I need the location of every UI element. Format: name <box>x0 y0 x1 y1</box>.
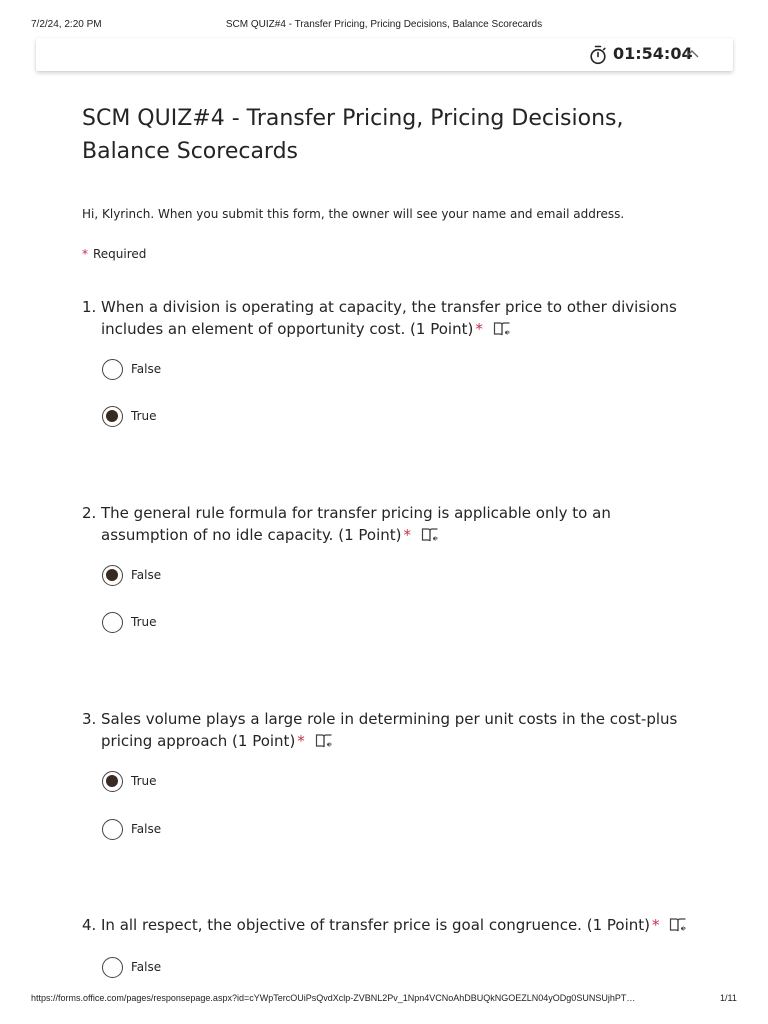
radio-button-selected[interactable] <box>102 406 123 427</box>
required-star: * <box>82 247 88 261</box>
radio-button-selected[interactable] <box>102 565 123 586</box>
option-label: True <box>131 409 157 423</box>
question-text <box>82 296 692 340</box>
option-false[interactable] <box>102 957 302 979</box>
option-label: False <box>131 362 162 376</box>
option-false[interactable] <box>102 359 302 381</box>
question-2 <box>82 502 692 629</box>
timer-bar <box>36 38 733 71</box>
option-label: False <box>131 568 162 582</box>
print-page-title: SCM QUIZ#4 - Transfer Pricing, Pricing Decisions, Balance Scorecards <box>225 19 543 30</box>
option-true[interactable] <box>102 406 302 428</box>
radio-button[interactable] <box>102 819 123 840</box>
question-prompt: Sales volume plays a large role in determining per unit costs in the cost-plus pricing approach (1 Point) <box>101 710 678 750</box>
page-url: https://forms.office.com/pages/responsepage.aspx?id=cYWpTercOUiPsQvdXclp-ZVBNL2Pv_1Npn4VCNoAhDBUQkNGOEZLN04yODg0SUNSUjhPT… <box>31 993 636 1003</box>
question-text <box>82 708 692 752</box>
option-label: False <box>131 960 162 974</box>
stopwatch-icon <box>589 45 607 65</box>
radio-button-selected[interactable] <box>102 771 123 792</box>
question-text <box>82 914 692 936</box>
option-label: True <box>131 774 157 788</box>
required-legend <box>82 246 146 262</box>
identity-notice: Hi, Klyrinch. When you submit this form, the owner will see your name and email address. <box>82 207 625 221</box>
option-false[interactable] <box>102 819 302 841</box>
required-star: * <box>651 916 660 934</box>
required-star: * <box>297 732 305 750</box>
option-label: False <box>131 822 162 836</box>
radio-button[interactable] <box>102 359 123 380</box>
question-4 <box>82 914 692 974</box>
print-header <box>0 19 768 33</box>
option-false[interactable] <box>102 565 302 587</box>
immersive-reader-icon[interactable] <box>315 733 333 749</box>
option-true[interactable] <box>102 771 302 793</box>
question-number: 3. <box>82 710 97 728</box>
question-text <box>82 502 692 546</box>
immersive-reader-icon[interactable] <box>493 321 511 337</box>
required-star: * <box>475 320 483 338</box>
immersive-reader-icon[interactable] <box>421 527 439 543</box>
immersive-reader-icon[interactable] <box>669 917 687 933</box>
question-number: 4. <box>82 916 97 934</box>
print-footer <box>0 993 768 1007</box>
question-prompt: In all respect, the objective of transfer price is goal congruence. (1 Point) <box>101 916 650 934</box>
question-prompt: When a division is operating at capacity, the transfer price to other divisions includes an element of opportunity cost. (1 Point) <box>101 298 677 338</box>
print-date: 7/2/24, 2:20 PM <box>31 19 102 30</box>
required-label: Required <box>93 247 147 261</box>
page-counter: 1/11 <box>720 993 737 1003</box>
question-prompt: The general rule formula for transfer pricing is applicable only to an assumption of no idle capacity. (1 Point) <box>101 504 611 544</box>
question-number: 1. <box>82 298 97 316</box>
question-number: 2. <box>82 504 97 522</box>
required-star: * <box>403 526 411 544</box>
radio-button[interactable] <box>102 612 123 633</box>
question-3 <box>82 708 692 836</box>
form-title: SCM QUIZ#4 - Transfer Pricing, Pricing Decisions, Balance Scorecards <box>82 106 624 164</box>
option-true[interactable] <box>102 612 302 634</box>
radio-button[interactable] <box>102 957 123 978</box>
option-label: True <box>131 615 157 629</box>
chevron-up-icon[interactable] <box>684 47 700 61</box>
timer-value: 01:54:04 <box>613 44 693 63</box>
question-1 <box>82 296 692 423</box>
